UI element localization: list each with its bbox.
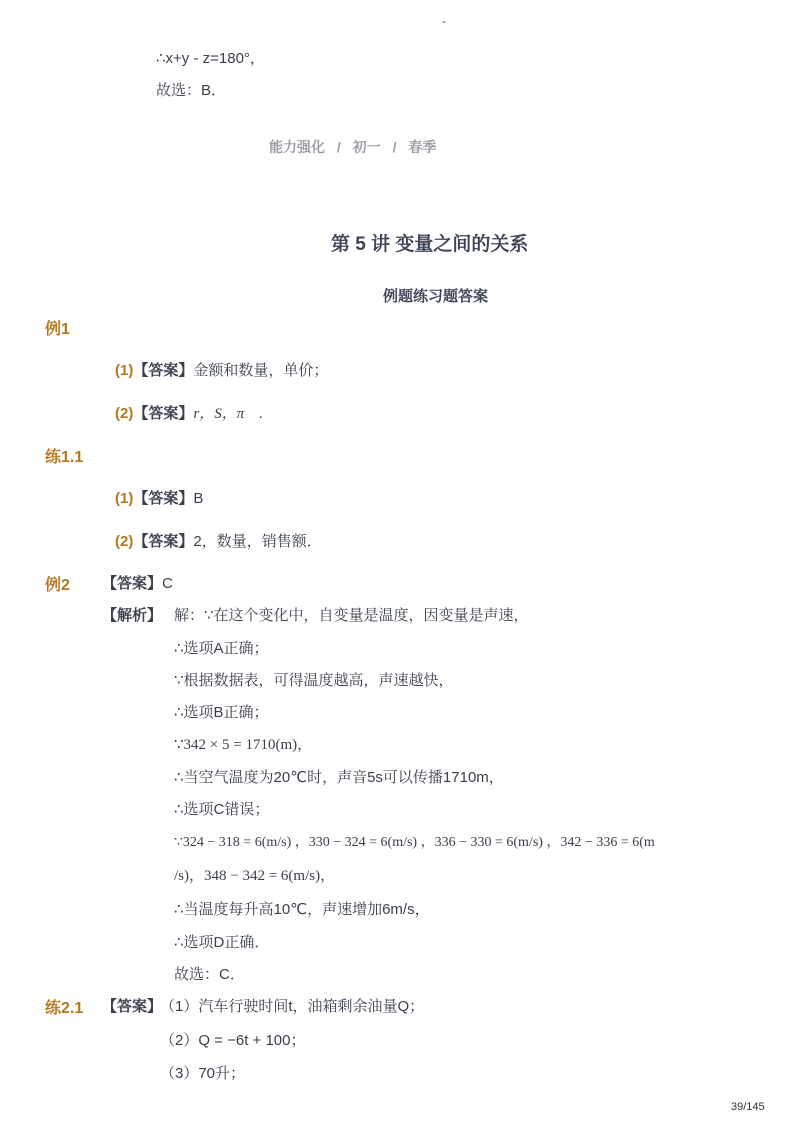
example-2-label: 例2 (45, 577, 70, 594)
answer-tag: 【答案】 (133, 533, 194, 550)
answer-text: r，S，π . (193, 406, 263, 422)
practice-2-1-line: （2）Q = −6t + 100； (160, 1032, 306, 1049)
example-1-answer-1 (115, 359, 328, 380)
analysis-line: 故选：C． (174, 966, 245, 983)
analysis-line: ∴选项C错误； (174, 801, 270, 818)
top-dash: - (442, 14, 446, 28)
analysis-line: ∵根据数据表，可得温度越高，声速越快， (174, 672, 454, 689)
answer-tag: 【答案】 (133, 405, 194, 422)
practice-2-1-line: （1）汽车行驶时间t，油箱剩余油量Q； (160, 998, 425, 1015)
answer-text: 2，数量，销售额． (193, 533, 322, 550)
breadcrumb-item-grade: 初一 (352, 139, 381, 155)
question-number: (1) (115, 490, 134, 507)
practice-1-1-answer-2 (115, 530, 322, 551)
analysis-line: ∴当温度每升高10℃，声速增加6m/s， (174, 901, 430, 918)
analysis-line: ∴选项A正确； (174, 640, 269, 657)
example-1-answer-2 (115, 402, 263, 423)
question-number: (2) (115, 405, 134, 422)
breadcrumb-separator: / (336, 139, 341, 155)
example-1-label: 例1 (45, 321, 70, 338)
page-number: 39/145 (731, 1101, 765, 1113)
lecture-title: 第 5 讲 变量之间的关系 (331, 234, 529, 255)
answer-text: C (162, 575, 173, 592)
analysis-line: ∴选项D正确． (174, 934, 270, 951)
practice-2-1-label: 练2.1 (45, 1000, 84, 1017)
analysis-line: /s)，348 − 342 = 6(m/s)， (174, 868, 336, 884)
example-2-answer (102, 572, 173, 593)
practice-2-1-line: （3）70升； (160, 1065, 246, 1082)
answer-tag: 【答案】 (133, 490, 194, 507)
analysis-line: ∴选项B正确； (174, 704, 269, 721)
analysis-line: 解：∵在这个变化中，自变量是温度，因变量是声速， (174, 607, 529, 624)
analysis-tag: 【解析】 (102, 607, 163, 624)
breadcrumb-item-term: 春季 (408, 139, 437, 155)
prev-solution-line-2: 故选：B． (156, 82, 227, 99)
analysis-line: ∵342 × 5 = 1710(m)， (174, 737, 313, 753)
breadcrumb (269, 137, 436, 157)
analysis-line: ∴当空气温度为20℃时，声音5s可以传播1710m， (174, 769, 504, 786)
practice-1-1-answer-1 (115, 487, 203, 508)
answer-tag: 【答案】 (133, 362, 194, 379)
answer-text: B (193, 490, 204, 507)
answer-text: 金额和数量，单价； (193, 362, 329, 379)
question-number: (2) (115, 533, 134, 550)
answer-tag: 【答案】 (102, 575, 163, 592)
practice-1-1-label: 练1.1 (45, 449, 84, 466)
question-number: (1) (115, 362, 134, 379)
prev-solution-line-1: ∴x+y - z=180°， (156, 50, 265, 67)
answer-tag: 【答案】 (102, 998, 163, 1015)
analysis-line: ∵324 − 318 = 6(m/s) ，330 − 324 = 6(m/s) ，336 − 330 = 6(m/s) ，342 − 336 = 6(m (174, 835, 655, 850)
section-title: 例题练习题答案 (383, 288, 489, 305)
breadcrumb-item-subject: 能力强化 (269, 139, 325, 155)
breadcrumb-separator: / (392, 139, 397, 155)
